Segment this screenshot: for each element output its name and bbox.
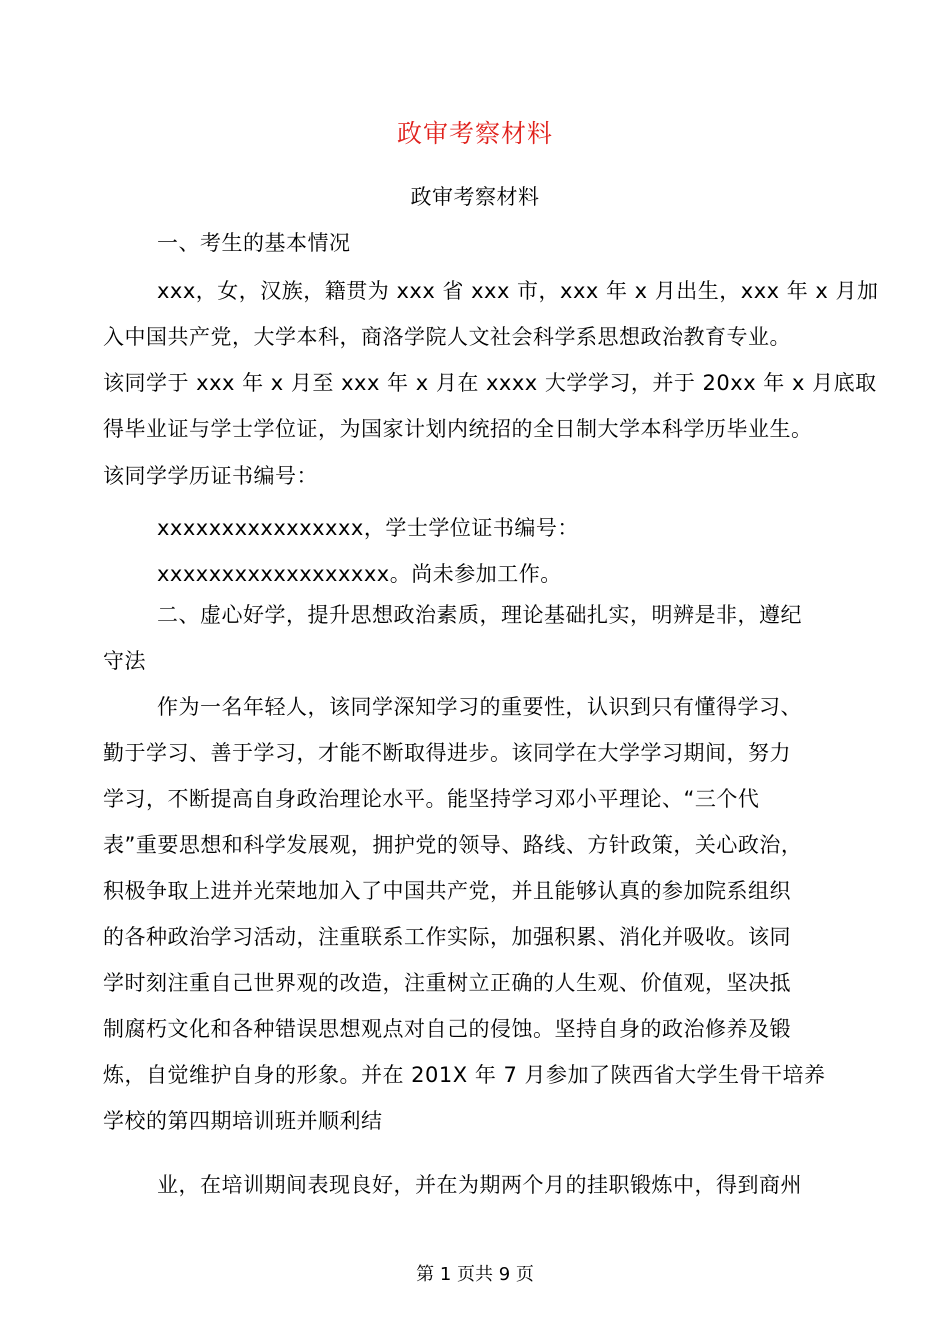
paragraph-line: 学校的第四期培训班并顺利结 xyxy=(103,1109,383,1133)
section-heading-2-cont: 守法 xyxy=(103,649,146,673)
paragraph-line: xxxxxxxxxxxxxxxxxx。尚未参加工作。 xyxy=(157,562,562,586)
paragraph-line: 学时刻注重自己世界观的改造，注重树立正确的人生观、价值观，坚决抵 xyxy=(103,971,791,995)
paragraph-line: 该同学于 xxx 年 x 月至 xxx 年 x 月在 xxxx 大学学习，并于 20xx 年 x 月底取 xyxy=(103,371,877,395)
paragraph-line: 制腐朽文化和各种错误思想观点对自己的侵蚀。坚持自身的政治修养及锻 xyxy=(103,1017,791,1041)
section-heading-1: 一、考生的基本情况 xyxy=(157,231,351,255)
paragraph-line: 积极争取上进并光荣地加入了中国共产党，并且能够认真的参加院系组织 xyxy=(103,879,791,903)
paragraph-line: 炼，自觉维护自身的形象。并在 201X 年 7 月参加了陕西省大学生骨干培养 xyxy=(103,1063,826,1087)
document-title: 政审考察材料 xyxy=(396,119,553,148)
paragraph-line: 学习，不断提高自身政治理论水平。能坚持学习邓小平理论、“三个代 xyxy=(103,787,760,811)
paragraph-line: 勤于学习、善于学习，才能不断取得进步。该同学在大学学习期间，努力 xyxy=(103,741,791,765)
paragraph-line: 业，在培训期间表现良好，并在为期两个月的挂职锻炼中，得到商州 xyxy=(157,1173,802,1197)
page-number: 第 1 页共 9 页 xyxy=(416,1264,534,1285)
paragraph-line: 的各种政治学习活动，注重联系工作实际，加强积累、消化并吸收。该同 xyxy=(103,925,791,949)
paragraph-line: 该同学学历证书编号： xyxy=(103,464,318,488)
paragraph-line: 表”重要思想和科学发展观，拥护党的领导、路线、方针政策，关心政治， xyxy=(103,833,803,857)
document-subtitle: 政审考察材料 xyxy=(410,185,540,209)
paragraph-line: xxxxxxxxxxxxxxxx，学士学位证书编号： xyxy=(157,516,579,540)
section-heading-2: 二、虚心好学，提升思想政治素质，理论基础扎实，明辨是非，遵纪 xyxy=(157,603,802,627)
paragraph-line: 得毕业证与学士学位证，为国家计划内统招的全日制大学本科学历毕业生。 xyxy=(103,417,813,441)
paragraph-line: xxx，女，汉族，籍贯为 xxx 省 xxx 市，xxx 年 x 月出生，xxx 年 x 月加 xyxy=(157,279,879,303)
paragraph-line: 入中国共产党，大学本科，商洛学院人文社会科学系思想政治教育专业。 xyxy=(103,325,791,349)
paragraph-line: 作为一名年轻人，该同学深知学习的重要性，认识到只有懂得学习、 xyxy=(157,695,802,719)
